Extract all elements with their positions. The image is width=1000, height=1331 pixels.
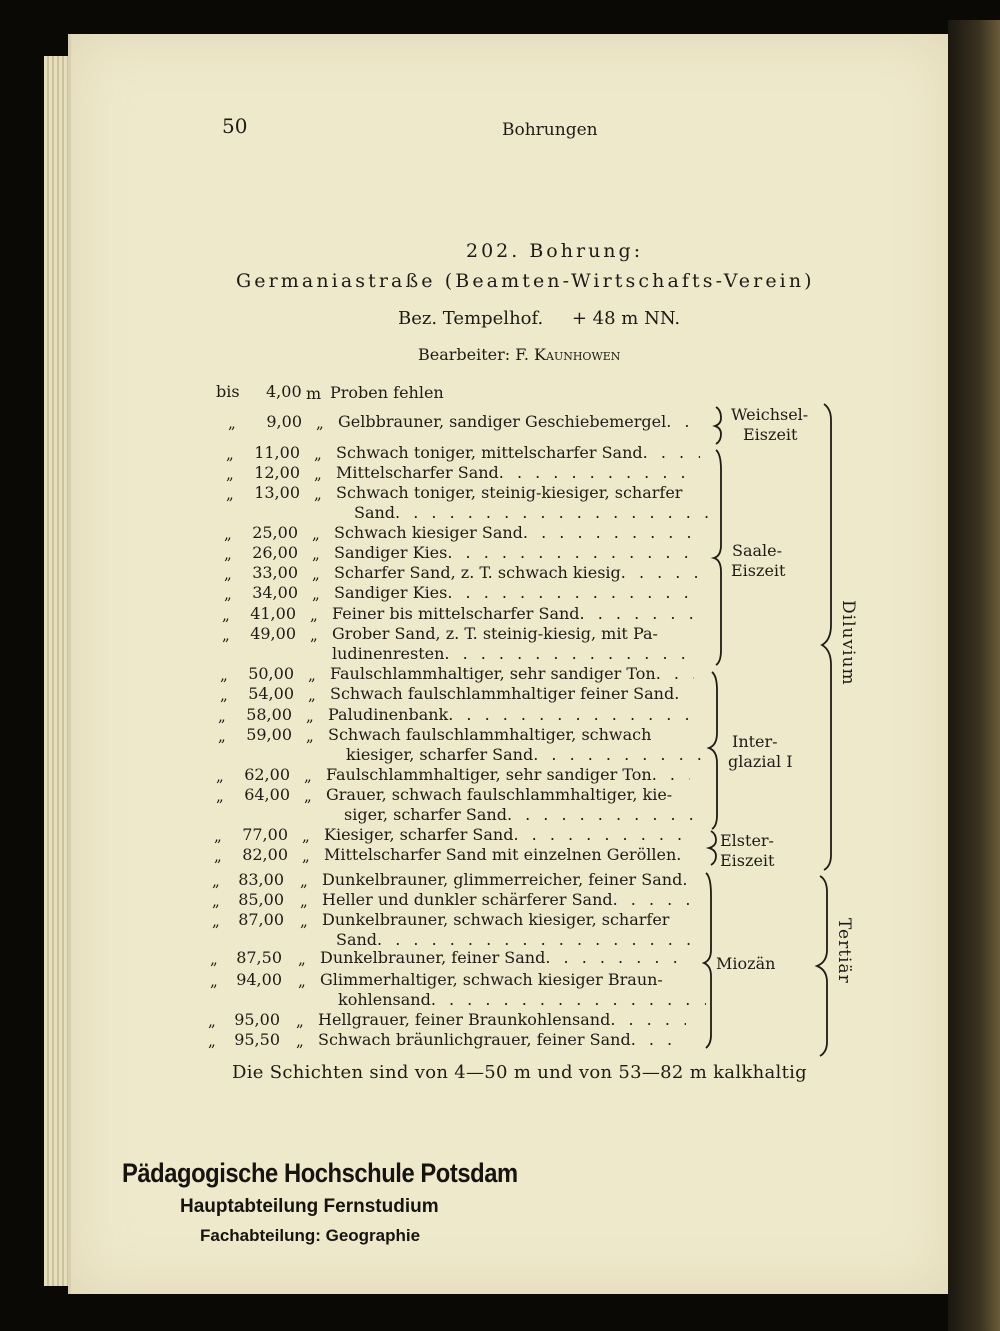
leader-dots — [621, 563, 698, 583]
ditto-mark: „ — [308, 666, 316, 684]
layer-description — [328, 705, 692, 725]
first-row-unit: m — [306, 384, 322, 403]
description-line — [336, 483, 700, 503]
editor-name: Kaunhowen — [534, 345, 621, 364]
borehole-location: Bez. Tempelhof. + 48 m NN. — [398, 308, 681, 329]
layer-description — [322, 870, 690, 890]
description-line — [336, 443, 700, 463]
layer-description — [324, 825, 688, 845]
leader-dots — [448, 705, 692, 725]
layer-depth: 87,00 — [238, 910, 284, 929]
description-text: Sand — [354, 503, 396, 522]
ditto-mark: „ — [226, 465, 234, 483]
ditto-mark: „ — [216, 787, 224, 805]
ditto-mark: „ — [310, 626, 318, 644]
description-text: Grauer, schwach faulschlammhaltiger, kie- — [326, 785, 673, 804]
description-text: Feiner bis mittelscharfer Sand — [332, 604, 580, 623]
stage-label-elster — [720, 831, 774, 871]
layer-description — [322, 910, 690, 950]
first-row-prefix: bis — [216, 382, 240, 401]
layer-description — [320, 948, 688, 968]
leader-dots — [447, 583, 698, 603]
description-line — [328, 705, 692, 725]
ditto-mark: „ — [316, 414, 324, 432]
layer-description — [330, 684, 694, 704]
ditto-mark: „ — [226, 485, 234, 503]
description-line — [334, 583, 698, 603]
leader-dots — [499, 463, 700, 483]
leader-dots — [523, 523, 698, 543]
ditto-mark: „ — [224, 525, 232, 543]
layer-description — [318, 1010, 686, 1030]
ditto-mark: „ — [296, 1012, 304, 1030]
layer-depth: 85,00 — [238, 890, 284, 909]
layer-depth: 58,00 — [246, 705, 292, 724]
stage-line: Eiszeit — [743, 425, 798, 444]
ditto-mark: „ — [212, 912, 220, 930]
description-text: Heller und dunkler schärferer Sand — [322, 890, 613, 909]
leader-dots — [666, 412, 702, 432]
description-text: siger, scharfer Sand — [344, 805, 507, 824]
layer-depth: 59,00 — [246, 725, 292, 744]
ditto-mark: „ — [314, 485, 322, 503]
layer-description — [318, 1030, 686, 1050]
description-text: Paludinenbank — [328, 705, 449, 724]
layer-depth: 34,00 — [252, 583, 298, 602]
layer-description — [330, 664, 694, 684]
stage-line: Miozän — [716, 954, 776, 973]
stage-line: Saale- — [732, 541, 783, 560]
leader-dots — [682, 870, 690, 890]
description-line — [338, 412, 702, 432]
ditto-mark: „ — [310, 606, 318, 624]
leader-dots — [610, 1010, 686, 1030]
description-line — [332, 624, 696, 644]
description-line — [330, 664, 694, 684]
layer-description — [336, 483, 700, 523]
description-line — [336, 463, 700, 483]
ditto-mark: „ — [300, 872, 308, 890]
ditto-mark: „ — [302, 847, 310, 865]
description-line — [320, 948, 688, 968]
layer-depth: 13,00 — [254, 483, 300, 502]
leader-dots — [444, 644, 696, 664]
ditto-mark: „ — [224, 545, 232, 563]
ditto-mark: „ — [218, 707, 226, 725]
leader-dots — [377, 930, 704, 950]
institution-stamp-line-2: Hauptabteilung Fernstudium — [180, 1196, 439, 1217]
description-line — [326, 765, 690, 785]
layer-depth: 12,00 — [254, 463, 300, 482]
era-label-diluvium: Diluvium — [838, 600, 858, 686]
stage-label-miozaen — [716, 954, 775, 974]
ditto-mark: „ — [296, 1032, 304, 1050]
description-text: Glimmerhaltiger, schwach kiesiger Braun- — [320, 970, 663, 989]
era-label-tertiaer: Tertiär — [834, 918, 854, 984]
ditto-mark: „ — [312, 525, 320, 543]
ditto-mark: „ — [212, 892, 220, 910]
description-line — [320, 970, 688, 990]
stage-label-weichsel — [731, 405, 808, 445]
layer-description — [334, 583, 698, 603]
stage-line: Eiszeit — [720, 851, 775, 870]
institution-stamp-line-1: Pädagogische Hochschule Potsdam — [122, 1158, 518, 1188]
ditto-mark: „ — [298, 972, 306, 990]
layer-depth: 82,00 — [242, 845, 288, 864]
description-text: Hellgrauer, feiner Braunkohlensand — [318, 1010, 611, 1029]
ditto-mark: „ — [220, 666, 228, 684]
ditto-mark: „ — [220, 686, 228, 704]
description-line — [318, 1010, 686, 1030]
layer-description — [336, 443, 700, 463]
stage-line: Elster- — [720, 831, 774, 850]
borehole-subtitle: Germaniastraße (Beamten-Wirtschafts-Verein) — [236, 270, 815, 292]
ditto-mark: „ — [312, 565, 320, 583]
ditto-mark: „ — [212, 872, 220, 890]
first-row-depth: 4,00 — [266, 382, 302, 401]
layer-depth: 95,00 — [234, 1010, 280, 1029]
layer-depth: 95,50 — [234, 1030, 280, 1049]
leader-dots — [631, 1030, 686, 1050]
description-text: kiesiger, scharfer Sand — [346, 745, 534, 764]
leader-dots — [507, 805, 708, 825]
description-line — [334, 563, 698, 583]
description-text: Dunkelbrauner, feiner Sand — [320, 948, 546, 967]
ditto-mark: „ — [216, 767, 224, 785]
description-text: Dunkelbrauner, schwach kiesiger, scharfer — [322, 910, 670, 929]
institution-stamp-line-3: Fachabteilung: Geographie — [200, 1226, 421, 1245]
layer-description — [336, 463, 700, 483]
ditto-mark: „ — [298, 950, 306, 968]
leader-dots — [580, 604, 696, 624]
stage-line: Inter- — [732, 732, 778, 751]
description-line — [322, 890, 690, 910]
calcareous-footnote: Die Schichten sind von 4—50 m und von 53—82 m kalkhaltig — [232, 1062, 807, 1083]
leader-dots — [395, 503, 718, 523]
description-line — [322, 910, 690, 930]
layer-description — [332, 604, 696, 624]
ditto-mark: „ — [222, 626, 230, 644]
layer-depth: 87,50 — [236, 948, 282, 967]
description-line — [326, 805, 708, 825]
description-line — [326, 785, 690, 805]
description-line — [318, 1030, 686, 1050]
stage-label-interglazial — [728, 732, 793, 772]
ditto-mark: „ — [304, 787, 312, 805]
description-line — [334, 543, 698, 563]
layer-description — [326, 765, 690, 785]
description-text: Schwach kiesiger Sand — [334, 523, 523, 542]
borehole-title: 202. Bohrung: — [466, 240, 644, 262]
description-text: Scharfer Sand, z. T. schwach kiesig — [334, 563, 621, 582]
description-text: Faulschlammhaltiger, sehr sandiger Ton — [330, 664, 656, 683]
stage-line: Eiszeit — [731, 561, 786, 580]
layer-description — [338, 412, 702, 432]
layer-depth: 11,00 — [254, 443, 300, 462]
description-line — [332, 604, 696, 624]
ditto-mark: „ — [218, 727, 226, 745]
page-edge — [44, 56, 70, 1286]
ditto-mark: „ — [312, 545, 320, 563]
layer-description — [324, 845, 688, 865]
ditto-mark: „ — [226, 445, 234, 463]
ditto-mark: „ — [300, 892, 308, 910]
layer-description — [322, 890, 690, 910]
running-head: Bohrungen — [502, 120, 598, 140]
description-text: Sandiger Kies — [334, 583, 448, 602]
ditto-mark: „ — [306, 707, 314, 725]
description-text: kohlensand — [338, 990, 431, 1009]
description-text: Faulschlammhaltiger, sehr sandiger Ton — [326, 765, 652, 784]
layer-description — [334, 543, 698, 563]
leader-dots — [613, 890, 690, 910]
layer-depth: 26,00 — [252, 543, 298, 562]
layer-description — [334, 523, 698, 543]
layer-depth: 41,00 — [250, 604, 296, 623]
stage-label-saale — [731, 541, 785, 581]
editor-prefix: Bearbeiter: F. — [418, 345, 535, 364]
layer-depth: 25,00 — [252, 523, 298, 542]
ditto-mark: „ — [224, 565, 232, 583]
leader-dots — [643, 443, 700, 463]
ditto-mark: „ — [214, 827, 222, 845]
ditto-mark: „ — [208, 1012, 216, 1030]
description-text: Schwach faulschlammhaltiger, schwach — [328, 725, 652, 744]
ditto-mark: „ — [300, 912, 308, 930]
layer-depth: 54,00 — [248, 684, 294, 703]
leader-dots — [431, 990, 706, 1010]
description-line — [328, 725, 692, 745]
stage-line: glazial I — [728, 752, 793, 771]
description-text: Schwach toniger, mittelscharfer Sand — [336, 443, 643, 462]
layer-depth: 83,00 — [238, 870, 284, 889]
ditto-mark: „ — [308, 686, 316, 704]
description-text: ludinenresten — [332, 644, 445, 663]
leader-dots — [533, 745, 710, 765]
ditto-mark: „ — [210, 950, 218, 968]
layer-depth: 62,00 — [244, 765, 290, 784]
layer-depth: 9,00 — [266, 412, 302, 431]
description-text: Schwach faulschlammhaltiger feiner Sand — [330, 684, 675, 703]
leader-dots — [545, 948, 688, 968]
ditto-mark: „ — [224, 585, 232, 603]
layer-description — [320, 970, 688, 1010]
description-line — [336, 503, 718, 523]
description-line — [322, 930, 704, 950]
description-line — [322, 870, 690, 890]
description-line — [328, 745, 710, 765]
leader-dots — [513, 825, 688, 845]
ditto-mark: „ — [304, 767, 312, 785]
layer-description — [326, 785, 690, 825]
leader-dots — [676, 845, 688, 865]
ditto-mark: „ — [306, 727, 314, 745]
layer-depth: 33,00 — [252, 563, 298, 582]
description-text: Kiesiger, scharfer Sand — [324, 825, 514, 844]
description-text: Dunkelbrauner, glimmerreicher, feiner Sand — [322, 870, 683, 889]
description-line — [324, 845, 688, 865]
layer-description — [332, 624, 696, 664]
ditto-mark: „ — [222, 606, 230, 624]
leader-dots — [656, 664, 694, 684]
ditto-mark: „ — [314, 465, 322, 483]
ditto-mark: „ — [210, 972, 218, 990]
description-text: Grober Sand, z. T. steinig-kiesig, mit Pa- — [332, 624, 658, 643]
leader-dots — [652, 765, 690, 785]
description-line — [334, 523, 698, 543]
ditto-mark: „ — [302, 827, 310, 845]
ditto-mark: „ — [208, 1032, 216, 1050]
description-line — [330, 684, 694, 704]
layer-description — [328, 725, 692, 765]
ditto-mark: „ — [312, 585, 320, 603]
description-text: Schwach toniger, steinig-kiesiger, scharfer — [336, 483, 683, 502]
layer-depth: 64,00 — [244, 785, 290, 804]
layer-depth: 94,00 — [236, 970, 282, 989]
layer-description — [334, 563, 698, 583]
stage-line: Weichsel- — [731, 405, 809, 424]
description-text: Sand — [336, 930, 378, 949]
description-line — [332, 644, 696, 664]
book-spine — [948, 20, 1000, 1331]
page-number: 50 — [222, 114, 248, 138]
ditto-mark: „ — [314, 445, 322, 463]
ditto-mark: „ — [228, 414, 236, 432]
description-text: Mittelscharfer Sand mit einzelnen Geröllen — [324, 845, 677, 864]
leader-dots — [674, 684, 694, 704]
layer-depth: 77,00 — [242, 825, 288, 844]
description-text: Gelbbrauner, sandiger Geschiebemergel — [338, 412, 667, 431]
layer-depth: 49,00 — [250, 624, 296, 643]
leader-dots — [447, 543, 698, 563]
first-row-description: Proben fehlen — [330, 383, 444, 402]
layer-depth: 50,00 — [248, 664, 294, 683]
description-text: Schwach bräunlichgrauer, feiner Sand — [318, 1030, 631, 1049]
borehole-editor — [418, 345, 620, 364]
description-line — [320, 990, 706, 1010]
description-line — [324, 825, 688, 845]
description-text: Sandiger Kies — [334, 543, 448, 562]
ditto-mark: „ — [214, 847, 222, 865]
description-text: Mittelscharfer Sand — [336, 463, 499, 482]
